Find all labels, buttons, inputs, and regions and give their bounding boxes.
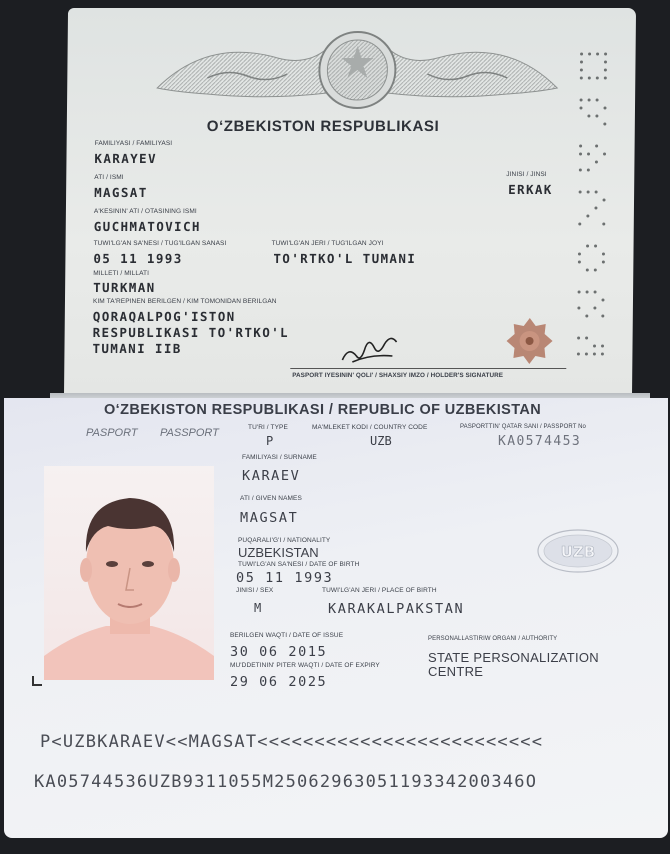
- surname-value: KARAYEV: [94, 151, 158, 166]
- nationality-value: TURKMAN: [93, 280, 156, 295]
- type-label: TU'RI / TYPE: [248, 424, 288, 431]
- authority-line-3: TUMANI IIB: [92, 341, 182, 356]
- authority-label: PERSONALLASTIRIW ORGANI / AUTHORITY: [428, 636, 558, 642]
- country-code-label: MA'MLEKET KODI / COUNTRY CODE: [312, 424, 428, 431]
- portrait-image: [44, 466, 214, 680]
- place-of-birth-label: TUWI'LG'AN JERI / PLACE OF BIRTH: [322, 587, 437, 594]
- given-names-label: ATI / GIVEN NAMES: [240, 495, 302, 502]
- mrz-line-2: KA05744536UZB9311055M2506296305119334200346O: [34, 772, 538, 792]
- country-code-value: UZB: [370, 434, 392, 448]
- holder-photo: [44, 466, 214, 680]
- sex-label: JINISI / SEX: [236, 587, 274, 594]
- patronymic-label: A'KESININ' ATI / OTASINING ISMI: [93, 208, 197, 215]
- passport-word: PASSPORT: [160, 427, 219, 439]
- uzb-logo-text: UZB: [560, 543, 596, 561]
- pob-value: TO'RTKO'L TUMANI: [273, 251, 417, 266]
- republic-banner: O‘ZBEKISTON RESPUBLIKASI / REPUBLIC OF UZBEKISTAN: [104, 402, 542, 418]
- dob-value: 05 11 1993: [236, 570, 334, 586]
- authority-line-2: RESPUBLIKASI TO'RTKO'L: [92, 325, 290, 340]
- type-value: P: [266, 434, 274, 448]
- passport-number-label: PASPORTTIN' QATAR SANI / PASSPORT No: [460, 424, 586, 430]
- authority-line-1: QORAQALPOG'ISTON: [92, 309, 236, 324]
- sex-value: ERKAK: [508, 182, 553, 197]
- name-value: MAGSAT: [94, 185, 148, 200]
- surname-value: KARAEV: [242, 468, 301, 484]
- surname-label: FAMILIYASI / FAMILIYASI: [94, 140, 173, 147]
- state-emblem-ornament: [147, 18, 568, 116]
- pasport-word: PASPORT: [86, 427, 138, 439]
- photo-corner-mark: [32, 676, 42, 686]
- passport-data-page: [4, 398, 668, 838]
- surname-label: FAMILIYASI / SURNAME: [242, 454, 317, 461]
- authority-label: KIM TA'REPINEN BERILGEN / KIM TOMONIDAN BERILGAN: [92, 298, 277, 305]
- dob-label: TUWI'LG'AN SA'NESI / DATE OF BIRTH: [238, 561, 360, 568]
- republic-title: O‘ZBEKISTON RESPUBLIKASI: [206, 118, 440, 135]
- signature-line: [290, 368, 566, 369]
- given-names-value: MAGSAT: [240, 510, 299, 526]
- name-label: ATI / ISMI: [94, 174, 124, 181]
- place-of-birth-value: KARAKALPAKSTAN: [328, 601, 465, 617]
- nationality-label: MILLETI / MILLATI: [93, 270, 150, 277]
- dob-value: 05 11 1993: [93, 251, 183, 266]
- sex-label: JINISI / JINSI: [506, 171, 547, 178]
- perforated-number: [572, 48, 619, 368]
- authority-line-2: CENTRE: [428, 664, 484, 679]
- passport-top-page: [64, 8, 636, 400]
- dob-label: TUWI'LG'AN SA'NESI / TUG'ILGAN SANASI: [93, 240, 227, 247]
- date-of-expiry-label: MU'DDETININ' PITER WAQTI / DATE OF EXPIRY: [230, 662, 380, 669]
- holder-signature: [334, 326, 404, 368]
- nationality-value: UZBEKISTAN: [238, 545, 319, 560]
- passport-number-value: KA0574453: [498, 434, 582, 449]
- patronymic-value: GUCHMATOVICH: [93, 219, 201, 234]
- sex-value: M: [254, 601, 263, 615]
- date-of-issue-label: BERILGEN WAQTI / DATE OF ISSUE: [230, 632, 344, 639]
- hologram-seal: [504, 316, 555, 366]
- nationality-label: PUQARALI'G'I / NATIONALITY: [238, 537, 331, 544]
- authority-line-1: STATE PERSONALIZATION: [428, 650, 599, 665]
- uzb-watermark-logo: [536, 528, 620, 574]
- mrz-line-1: P<UZBKARAEV<<MAGSAT<<<<<<<<<<<<<<<<<<<<<<<<<: [40, 732, 544, 752]
- date-of-issue-value: 30 06 2015: [230, 644, 328, 660]
- pob-label: TUWI'LG'AN JERI / TUG'ILGAN JOYI: [271, 240, 384, 247]
- signature-label: PASPORT IYESININ' QOLI' / SHAXSIY IMZO / HOLDER'S SIGNATURE: [292, 372, 504, 379]
- date-of-expiry-value: 29 06 2025: [230, 674, 328, 690]
